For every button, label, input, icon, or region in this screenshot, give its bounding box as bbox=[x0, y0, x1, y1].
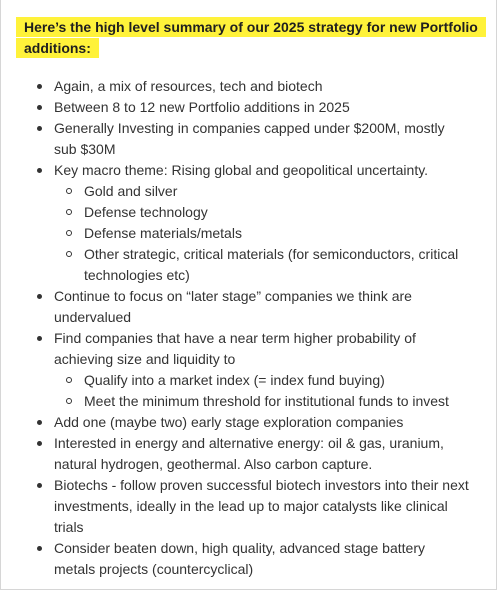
sub-list-item: Qualify into a market index (= index fund buying) bbox=[54, 370, 470, 391]
list-item: Generally Investing in companies capped under $200M, mostly sub $30M bbox=[0, 118, 470, 160]
sub-list-item: Defense materials/metals bbox=[54, 223, 470, 244]
list-item: Consider beaten down, high quality, advanced stage battery metals projects (countercyclical) bbox=[0, 538, 470, 580]
heading-highlight: Here’s the high level summary of our 2025 strategy for new Portfolio additions: bbox=[16, 17, 486, 58]
sub-list bbox=[54, 370, 470, 412]
strategy-list bbox=[0, 76, 470, 580]
list-item: Biotechs - follow proven successful biotech investors into their next investments, ideally in the lead up to major catalysts like clinical trials bbox=[0, 475, 470, 538]
sub-list bbox=[54, 181, 470, 286]
list-item: Between 8 to 12 new Portfolio additions in 2025 bbox=[0, 97, 470, 118]
sub-list-item: Other strategic, critical materials (for semiconductors, critical technologies etc) bbox=[54, 244, 470, 286]
list-item: Again, a mix of resources, tech and biotech bbox=[0, 76, 470, 97]
list-item: Find companies that have a near term higher probability of achieving size and liquidity to Qualify into a market index (= index fund buying) Meet the minimum threshold for institutional funds to invest bbox=[0, 328, 470, 412]
sub-list-item: Defense technology bbox=[54, 202, 470, 223]
sub-list-item: Gold and silver bbox=[54, 181, 470, 202]
sub-list-item: Meet the minimum threshold for institutional funds to invest bbox=[54, 391, 470, 412]
list-item: Add one (maybe two) early stage exploration companies bbox=[0, 412, 470, 433]
list-item: Key macro theme: Rising global and geopolitical uncertainty. Gold and silver Defense technology Defense materials/metals Other strategic, critical materials (for semiconductors, critical technologies etc) bbox=[0, 160, 470, 286]
summary-heading bbox=[16, 17, 497, 59]
list-item: Continue to focus on “later stage” companies we think are undervalued bbox=[0, 286, 470, 328]
list-item: Interested in energy and alternative energy: oil & gas, uranium, natural hydrogen, geothermal. Also carbon capture. bbox=[0, 433, 470, 475]
